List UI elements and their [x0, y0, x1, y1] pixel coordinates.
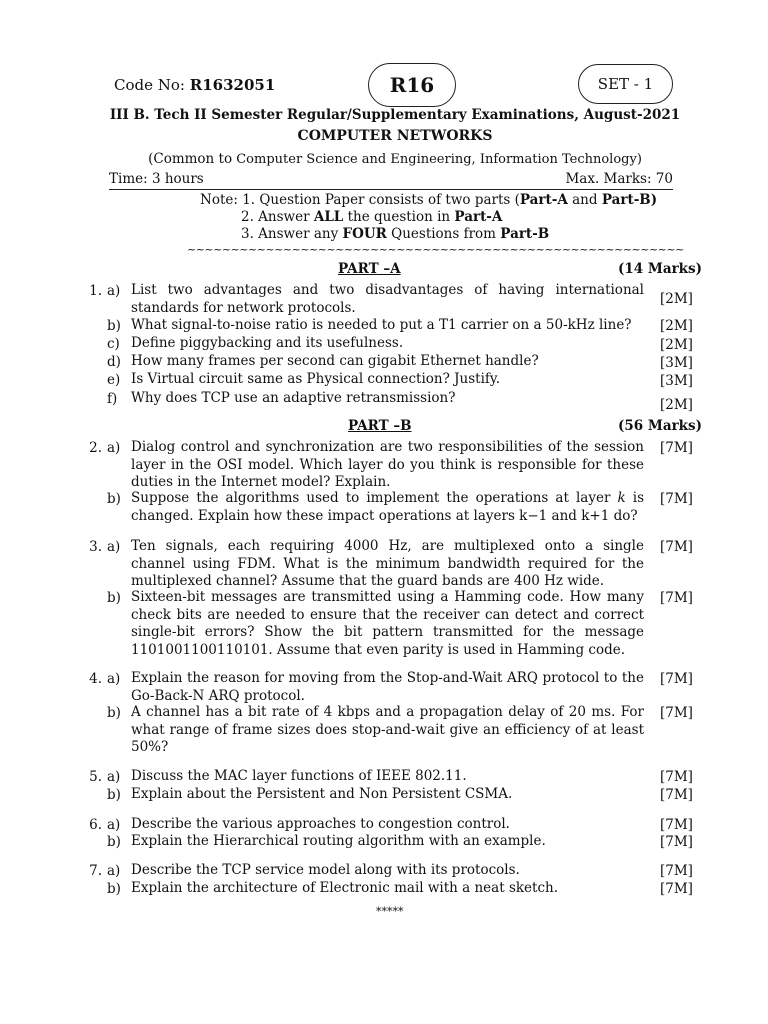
q1-text-d: How many frames per second can gigabit Ethernet handle?: [131, 353, 539, 369]
q7-text-b: Explain the architecture of Electronic mail with a neat sketch.: [131, 880, 559, 896]
q1-text-f: Why does TCP use an adaptive retransmission?: [131, 390, 456, 406]
q1-marks-a: [2M]: [660, 291, 693, 307]
q1-label-d: d): [107, 354, 121, 370]
part-a-marks: (14 Marks): [618, 261, 703, 277]
part-a-title: [338, 261, 401, 277]
note-line-1-bold-2: Part-B): [601, 192, 658, 208]
part-b-title: [348, 418, 412, 434]
time-text: Time: 3 hours: [109, 171, 204, 187]
q3-text-a: Ten signals, each requiring 4000 Hz, are multiplexed onto a single channel using FDM. What is the minimum bandwidth required for the multiplexed channel? Assume that the guard bands are 400 Hz wide.: [131, 538, 644, 589]
q1-text-b: What signal-to-noise ratio is needed to put a T1 carrier on a 50-kHz line?: [131, 317, 632, 333]
note-line-1-bold-1: Part-A: [519, 192, 568, 208]
q3-text-b: Sixteen-bit messages are transmitted using a Hamming code. How many check bits are needed to ensure that the receiver can detect and correct single-bit errors? Show the bit pattern transmitted for the message 1101001100110101. Assume that even parity is used in Hamming code.: [131, 589, 644, 658]
code-value: R1632051: [189, 76, 276, 94]
note-line-3-text: 3. Answer any: [241, 226, 343, 242]
q6-text-b: Explain the Hierarchical routing algorithm with an example.: [131, 833, 546, 849]
note-line-3-mid: Questions from: [386, 226, 501, 242]
q3-label-a: a): [107, 539, 121, 555]
note-separator: ~~~~~~~~~~~~~~~~~~~~~~~~~~~~~~~~~~~~~~~~~~~~~~~~~~~~~~~~~: [187, 243, 684, 256]
q4-text-a: Explain the reason for moving from the Stop-and-Wait ARQ protocol to the Go-Back-N ARQ protocol.: [131, 670, 644, 704]
note-line-2-text: 2. Answer: [241, 209, 314, 225]
question-number-1: 1.: [89, 283, 102, 299]
q1-label-a: a): [107, 283, 121, 299]
note-line-2-bold-2: Part-A: [454, 209, 503, 225]
q2-text-b: [131, 490, 644, 525]
exam-title: III B. Tech II Semester Regular/Supplementary Examinations, August-2021: [109, 107, 681, 123]
q2-label-a: a): [107, 440, 121, 456]
max-marks-text: Max. Marks: 70: [565, 171, 673, 187]
q3-marks-a: [7M]: [660, 539, 693, 555]
q1-label-e: e): [107, 372, 121, 388]
q2-label-b: b): [107, 491, 121, 507]
q5-text-b: Explain about the Persistent and Non Persistent CSMA.: [131, 786, 513, 802]
q6-marks-b: [7M]: [660, 834, 693, 850]
subject-title: COMPUTER NETWORKS: [297, 128, 493, 144]
q5-marks-a: [7M]: [660, 769, 693, 785]
q2-text-a: Dialog control and synchronization are two responsibilities of the session layer in the OSI model. Which layer do you think is responsible for these duties in the Internet model? Explain.: [131, 439, 644, 490]
q4-marks-a: [7M]: [660, 671, 693, 687]
q7-label-b: b): [107, 881, 121, 897]
q2-text-b-post: is changed. Explain how these impact operations at layers k−1 and k+1 do?: [131, 490, 644, 524]
q4-marks-b: [7M]: [660, 705, 693, 721]
note-line-2: [241, 209, 502, 225]
q5-text-a: Discuss the MAC layer functions of IEEE 802.11.: [131, 768, 467, 784]
q6-label-a: a): [107, 817, 121, 833]
question-number-2: 2.: [89, 440, 102, 456]
q4-label-b: b): [107, 705, 121, 721]
q7-label-a: a): [107, 863, 121, 879]
q6-marks-a: [7M]: [660, 817, 693, 833]
q3-label-b: b): [107, 590, 121, 606]
q1-marks-c: [2M]: [660, 337, 693, 353]
q1-text-e: Is Virtual circuit same as Physical connection? Justify.: [131, 371, 501, 387]
note-line-1-mid: and: [567, 192, 602, 208]
part-b-marks: (56 Marks): [618, 418, 703, 434]
q1-text-a: List two advantages and two disadvantages of having international standards for network protocols.: [131, 282, 644, 316]
note-line-2-mid: the question in: [343, 209, 455, 225]
q2-text-b-pre: Suppose the algorithms used to implement the operations at layer: [131, 490, 618, 506]
q1-label-f: f): [107, 391, 118, 407]
question-number-3: 3.: [89, 539, 102, 555]
q2-marks-a: [7M]: [660, 440, 693, 456]
regulation-badge: R16: [368, 63, 456, 107]
q6-label-b: b): [107, 834, 121, 850]
end-stars: *****: [376, 905, 404, 918]
q7-marks-b: [7M]: [660, 881, 693, 897]
note-line-1: [200, 192, 657, 208]
q7-marks-a: [7M]: [660, 863, 693, 879]
common-branches: [60, 151, 730, 167]
q1-label-b: b): [107, 318, 121, 334]
note-line-3-bold-1: FOUR: [342, 226, 387, 242]
q5-marks-b: [7M]: [660, 787, 693, 803]
q2-marks-b: [7M]: [660, 491, 693, 507]
question-number-6: 6.: [89, 817, 102, 833]
q1-marks-d: [3M]: [660, 355, 693, 371]
q1-marks-e: [3M]: [660, 373, 693, 389]
q2-text-b-italic: k: [617, 490, 626, 506]
q1-label-c: c): [107, 336, 120, 352]
note-line-2-bold-1: ALL: [313, 209, 344, 225]
common-open: (Common to: [148, 151, 233, 167]
q4-text-b: A channel has a bit rate of 4 kbps and a propagation delay of 20 ms. For what range of frame sizes does stop-and-wait give an efficiency of at least 50%?: [131, 704, 644, 755]
q7-text-a: Describe the TCP service model along with its protocols.: [131, 862, 520, 878]
q4-label-a: a): [107, 671, 121, 687]
note-line-3-bold-2: Part-B: [500, 226, 550, 242]
part-a-title-text: PART –A: [338, 261, 401, 277]
code-label: Code No:: [114, 76, 185, 94]
q1-marks-b: [2M]: [660, 318, 693, 334]
time-marks-row: [109, 171, 673, 187]
question-number-5: 5.: [89, 769, 102, 785]
code-number: [114, 76, 275, 94]
question-number-7: 7.: [89, 863, 102, 879]
q6-text-a: Describe the various approaches to congestion control.: [131, 816, 510, 832]
common-rest: Computer Science and Engineering, Information Technology): [236, 152, 642, 167]
question-number-4: 4.: [89, 671, 102, 687]
part-b-title-text: PART –B: [348, 418, 412, 434]
q3-marks-b: [7M]: [660, 590, 693, 606]
q5-label-a: a): [107, 769, 121, 785]
set-badge: SET - 1: [578, 64, 673, 104]
note-line-1-text: Note: 1. Question Paper consists of two parts (: [200, 192, 520, 208]
note-line-3: [241, 226, 549, 242]
header-rule: [109, 189, 673, 190]
q1-marks-f: [2M]: [660, 397, 693, 413]
q5-label-b: b): [107, 787, 121, 803]
q1-text-c: Define piggybacking and its usefulness.: [131, 335, 404, 351]
